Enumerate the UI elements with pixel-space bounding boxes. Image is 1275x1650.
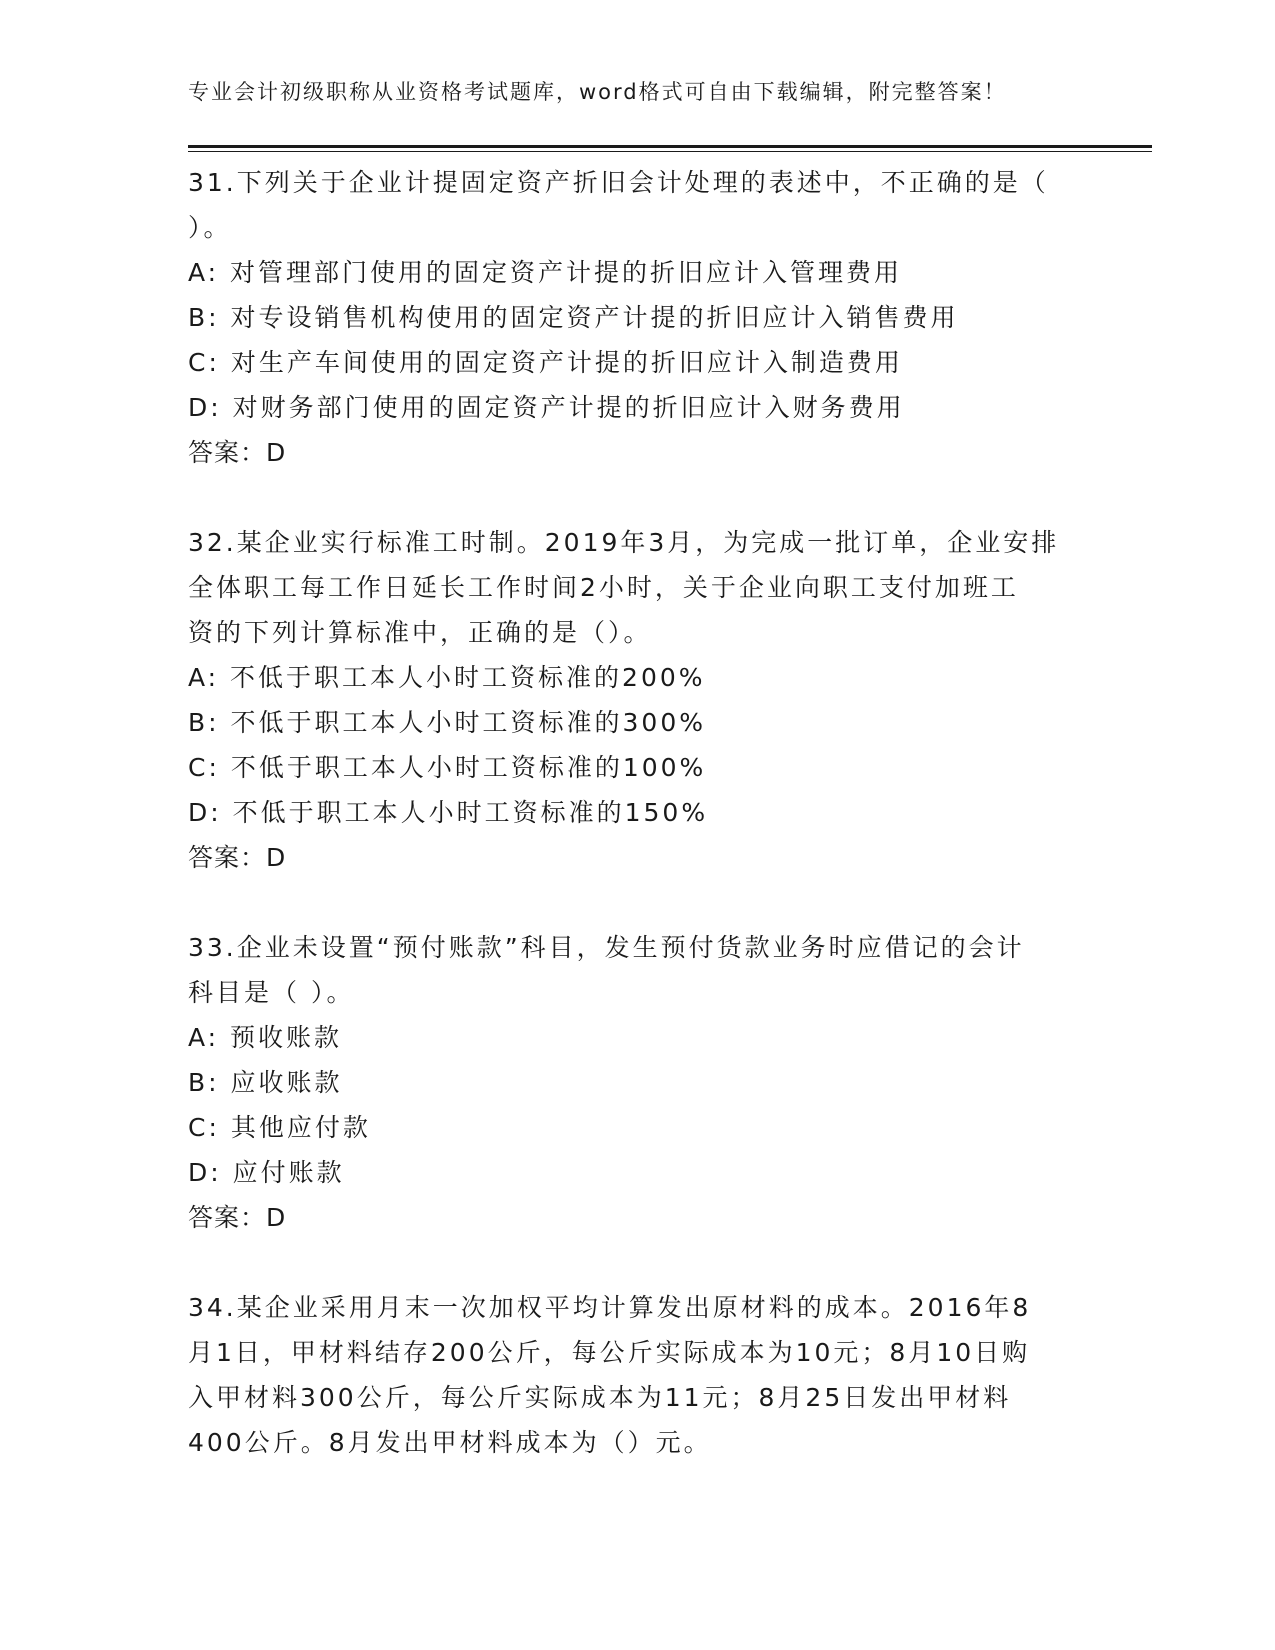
option-d: D: 对财务部门使用的固定资产计提的折旧应计入财务费用 (188, 393, 905, 422)
option-d: D: 不低于职工本人小时工资标准的150% (188, 798, 709, 827)
answer: 答案：D (188, 438, 287, 467)
option-c: C: 不低于职工本人小时工资标准的100% (188, 753, 707, 782)
question-stem: 34.某企业采用月末一次加权平均计算发出原材料的成本。2016年8 (188, 1293, 1032, 1322)
question-stem: 33.企业未设置“预付账款”科目，发生预付货款业务时应借记的会计 (188, 933, 1025, 962)
answer: 答案：D (188, 1203, 287, 1232)
question-34 (188, 1285, 1088, 1465)
option-b: B: 对专设销售机构使用的固定资产计提的折旧应计入销售费用 (188, 303, 959, 332)
option-a: A: 对管理部门使用的固定资产计提的折旧应计入管理费用 (188, 258, 903, 287)
header-rule-thick (188, 145, 1152, 148)
question-stem: 月1日，甲材料结存200公斤，每公斤实际成本为10元；8月10日购 (188, 1338, 1031, 1367)
question-33 (188, 925, 1088, 1240)
question-stem: 400公斤。8月发出甲材料成本为（）元。 (188, 1428, 712, 1457)
question-32 (188, 520, 1088, 880)
option-c: C: 其他应付款 (188, 1113, 371, 1142)
page-header: 专业会计初级职称从业资格考试题库，word格式可自由下载编辑，附完整答案！ (188, 80, 1007, 104)
option-d: D: 应付账款 (188, 1158, 345, 1187)
option-c: C: 对生产车间使用的固定资产计提的折旧应计入制造费用 (188, 348, 903, 377)
option-a: A: 预收账款 (188, 1023, 343, 1052)
question-stem: 32.某企业实行标准工时制。2019年3月，为完成一批订单，企业安排 (188, 528, 1060, 557)
header-rule-thin (188, 151, 1152, 152)
question-stem: 资的下列计算标准中，正确的是（）。 (188, 618, 652, 647)
question-31 (188, 160, 1088, 475)
option-b: B: 应收账款 (188, 1068, 343, 1097)
question-stem: 科目是（ ）。 (188, 978, 355, 1007)
question-stem: 31.下列关于企业计提固定资产折旧会计处理的表述中，不正确的是（ (188, 168, 1049, 197)
option-a: A: 不低于职工本人小时工资标准的200% (188, 663, 706, 692)
question-stem: ）。 (188, 213, 232, 242)
question-stem: 入甲材料300公斤，每公斤实际成本为11元；8月25日发出甲材料 (188, 1383, 1012, 1412)
answer: 答案：D (188, 843, 287, 872)
question-list (188, 160, 1088, 1510)
option-b: B: 不低于职工本人小时工资标准的300% (188, 708, 706, 737)
question-stem: 全体职工每工作日延长工作时间2小时，关于企业向职工支付加班工 (188, 573, 1019, 602)
